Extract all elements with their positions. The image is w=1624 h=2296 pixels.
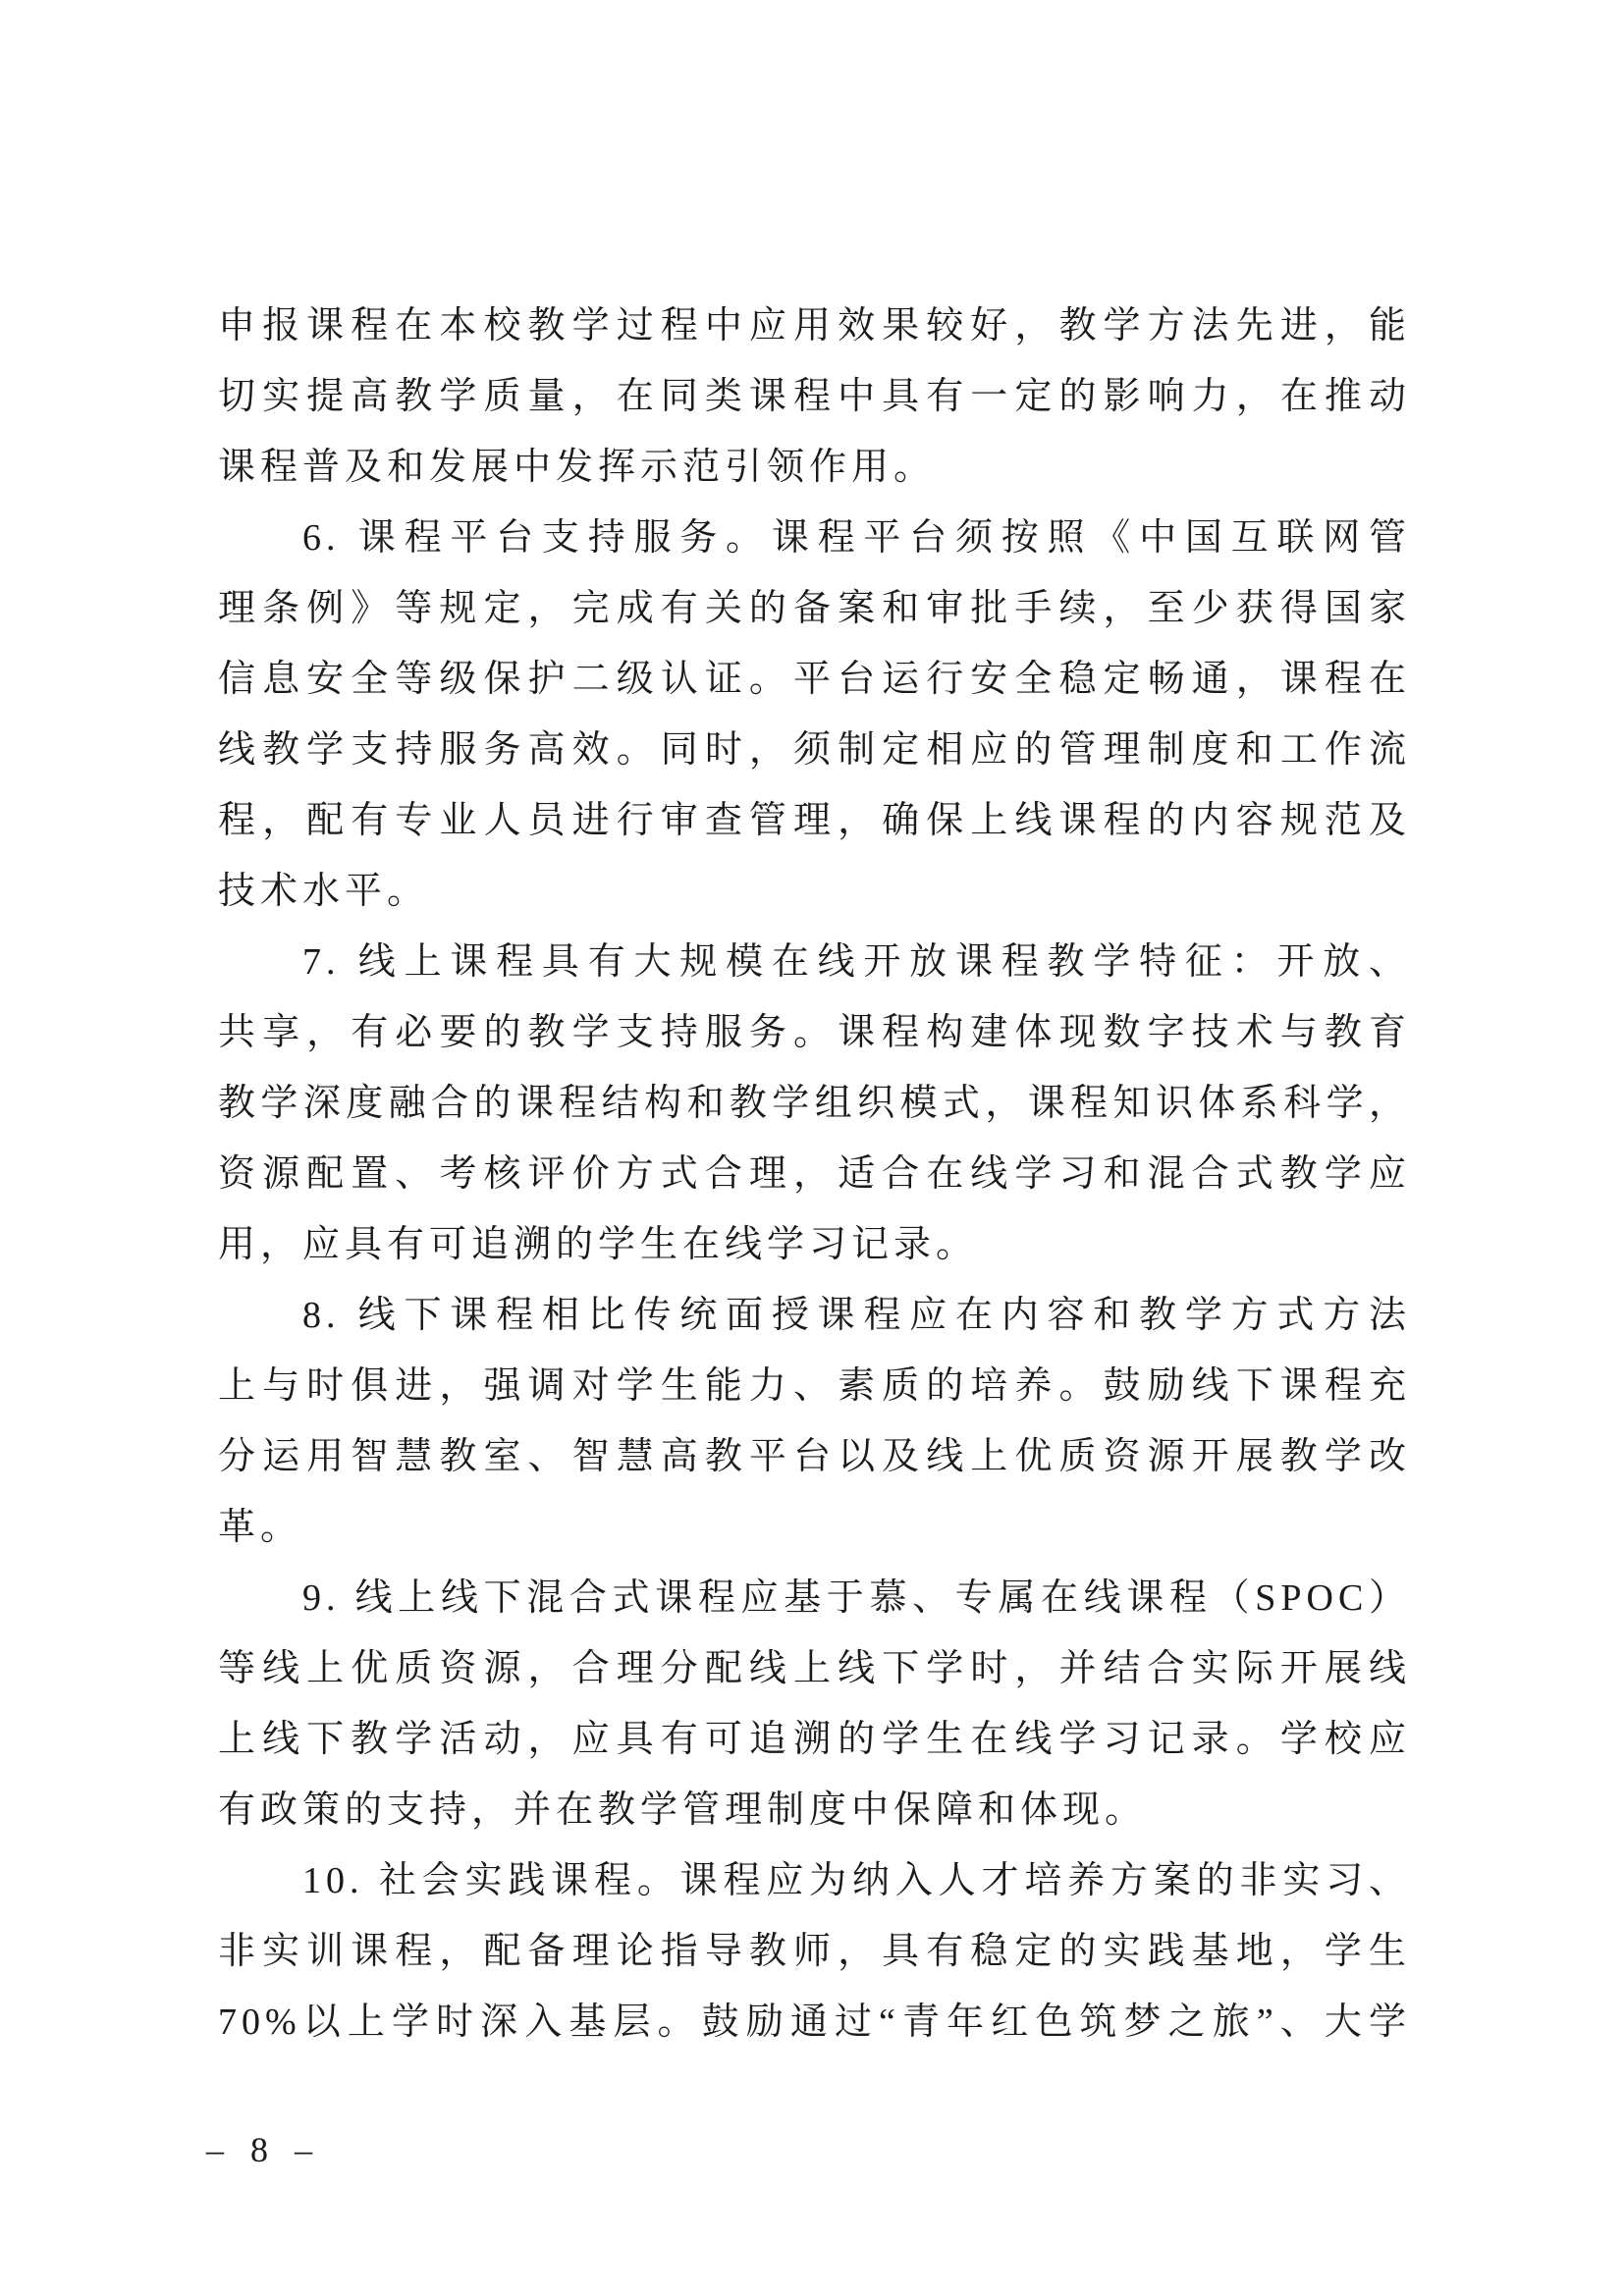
text-line: 分运用智慧教室、智慧高教平台以及线上优质资源开展教学改 <box>218 1436 1411 1477</box>
text-line: 有政策的支持，并在教学管理制度中保障和体现。 <box>218 1789 1148 1831</box>
text-line: 技术水平。 <box>218 871 430 912</box>
text-line: 共享，有必要的教学支持服务。课程构建体现数字技术与教育 <box>218 1012 1411 1053</box>
text-line: 理条例》等规定，完成有关的备案和审批手续，至少获得国家 <box>218 588 1411 629</box>
text-line: 线教学支持服务高效。同时，须制定相应的管理制度和工作流 <box>218 729 1411 771</box>
text-line: 6. 课程平台支持服务。课程平台须按照《中国互联网管 <box>302 517 1411 559</box>
text-line: 切实提高教学质量，在同类课程中具有一定的影响力，在推动 <box>218 376 1411 417</box>
text-line: 用，应具有可追溯的学生在线学习记录。 <box>218 1224 979 1265</box>
text-line: 资源配置、考核评价方式合理，适合在线学习和混合式教学应 <box>218 1153 1411 1195</box>
text-line: 上与时俱进，强调对学生能力、素质的培养。鼓励线下课程充 <box>218 1365 1411 1407</box>
text-line: 上线下教学活动，应具有可追溯的学生在线学习记录。学校应 <box>218 1719 1411 1760</box>
text-line: 8. 线下课程相比传统面授课程应在内容和教学方式方法 <box>302 1295 1411 1336</box>
text-line: 程，配有专业人员进行审查管理，确保上线课程的内容规范及 <box>218 800 1411 841</box>
text-line: 申报课程在本校教学过程中应用效果较好，教学方法先进，能 <box>218 305 1411 347</box>
text-line: 教学深度融合的课程结构和教学组织模式，课程知识体系科学， <box>218 1083 1411 1124</box>
text-line: 9. 线上线下混合式课程应基于慕、专属在线课程（SPOC） <box>302 1577 1411 1619</box>
text-line: 革。 <box>218 1507 303 1548</box>
text-line: 70%以上学时深入基层。鼓励通过“青年红色筑梦之旅”、大学 <box>218 2002 1411 2043</box>
text-line: 非实训课程，配备理论指导教师，具有稳定的实践基地，学生 <box>218 1931 1411 1972</box>
text-line: 信息安全等级保护二级认证。平台运行安全稳定畅通，课程在 <box>218 659 1411 700</box>
text-line: 课程普及和发展中发挥示范引领作用。 <box>218 447 937 488</box>
text-line: 10. 社会实践课程。课程应为纳入人才培养方案的非实习、 <box>302 1860 1411 1901</box>
page-number: – 8 – <box>206 2130 321 2169</box>
text-line: 等线上优质资源，合理分配线上线下学时，并结合实际开展线 <box>218 1648 1411 1689</box>
body-text <box>218 291 1411 2057</box>
text-line: 7. 线上课程具有大规模在线开放课程教学特征：开放、 <box>302 941 1411 983</box>
